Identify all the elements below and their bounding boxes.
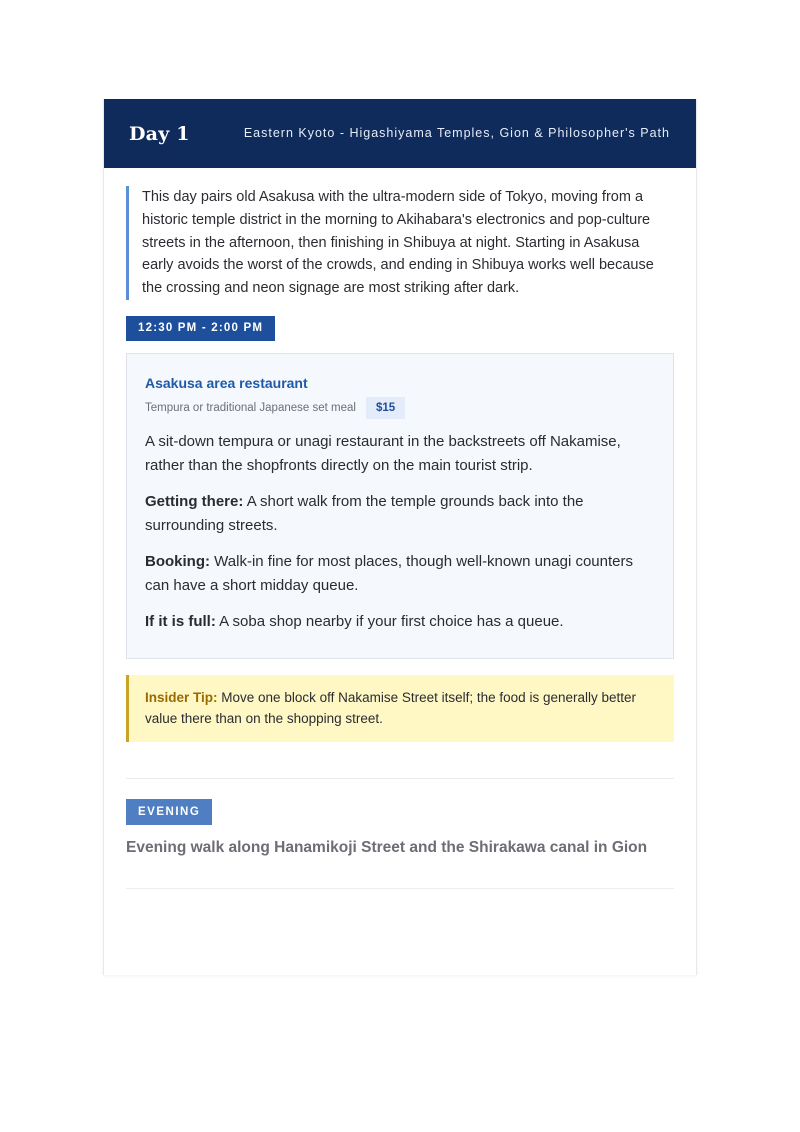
booking — [145, 550, 655, 599]
insider-tip — [126, 675, 674, 742]
day-subtitle: Eastern Kyoto - Higashiyama Temples, Gion & Philosopher's Path — [243, 125, 670, 140]
if-full — [145, 610, 655, 635]
meal-meta-row — [145, 397, 655, 419]
getting-there — [145, 490, 655, 539]
booking-text: Walk-in fine for most places, though well-known unagi counters can have a short midday queue. — [145, 552, 633, 595]
section-divider-bottom — [126, 888, 674, 889]
price-badge: $15 — [366, 397, 405, 419]
meal-description: A sit-down tempura or unagi restaurant in the backstreets off Nakamise, rather than the shopfronts directly on the main tourist strip. — [145, 432, 621, 475]
evening-badge: EVENING — [126, 799, 212, 825]
if-full-label: If it is full: — [145, 612, 216, 630]
day-body — [104, 168, 696, 889]
evening-title: Evening walk along Hanamikoji Street and the Shirakawa canal in Gion — [126, 839, 648, 857]
day-title: Day 1 — [129, 122, 190, 145]
insider-tip-label: Insider Tip: — [145, 690, 218, 706]
section-divider — [126, 778, 674, 779]
insider-tip-text: Move one block off Nakamise Street itself; the food is generally better value there than on the shopping street. — [145, 690, 636, 727]
day-intro: This day pairs old Asakusa with the ultra-modern side of Tokyo, moving from a historic temple district in the morning to Akihabara's electronics and pop-culture streets in the afternoon, then finishing in Shibuya at night. Starting in Asakusa early avoids the worst of the crowds, and ending in Shibuya works well because the crossing and neon signage are most striking after dark. — [126, 186, 674, 300]
meal-card — [126, 353, 674, 660]
day-card — [103, 99, 697, 975]
meal-type: Tempura or traditional Japanese set meal — [145, 401, 356, 414]
restaurant-name[interactable]: Asakusa area restaurant — [145, 374, 308, 391]
getting-there-label: Getting there: — [145, 492, 244, 510]
if-full-text: A soba shop nearby if your first choice has a queue. — [219, 612, 564, 630]
time-badge: 12:30 PM - 2:00 PM — [126, 316, 275, 341]
getting-there-text: A short walk from the temple grounds back into the surrounding streets. — [145, 492, 584, 535]
day-header — [104, 99, 696, 168]
booking-label: Booking: — [145, 552, 210, 570]
